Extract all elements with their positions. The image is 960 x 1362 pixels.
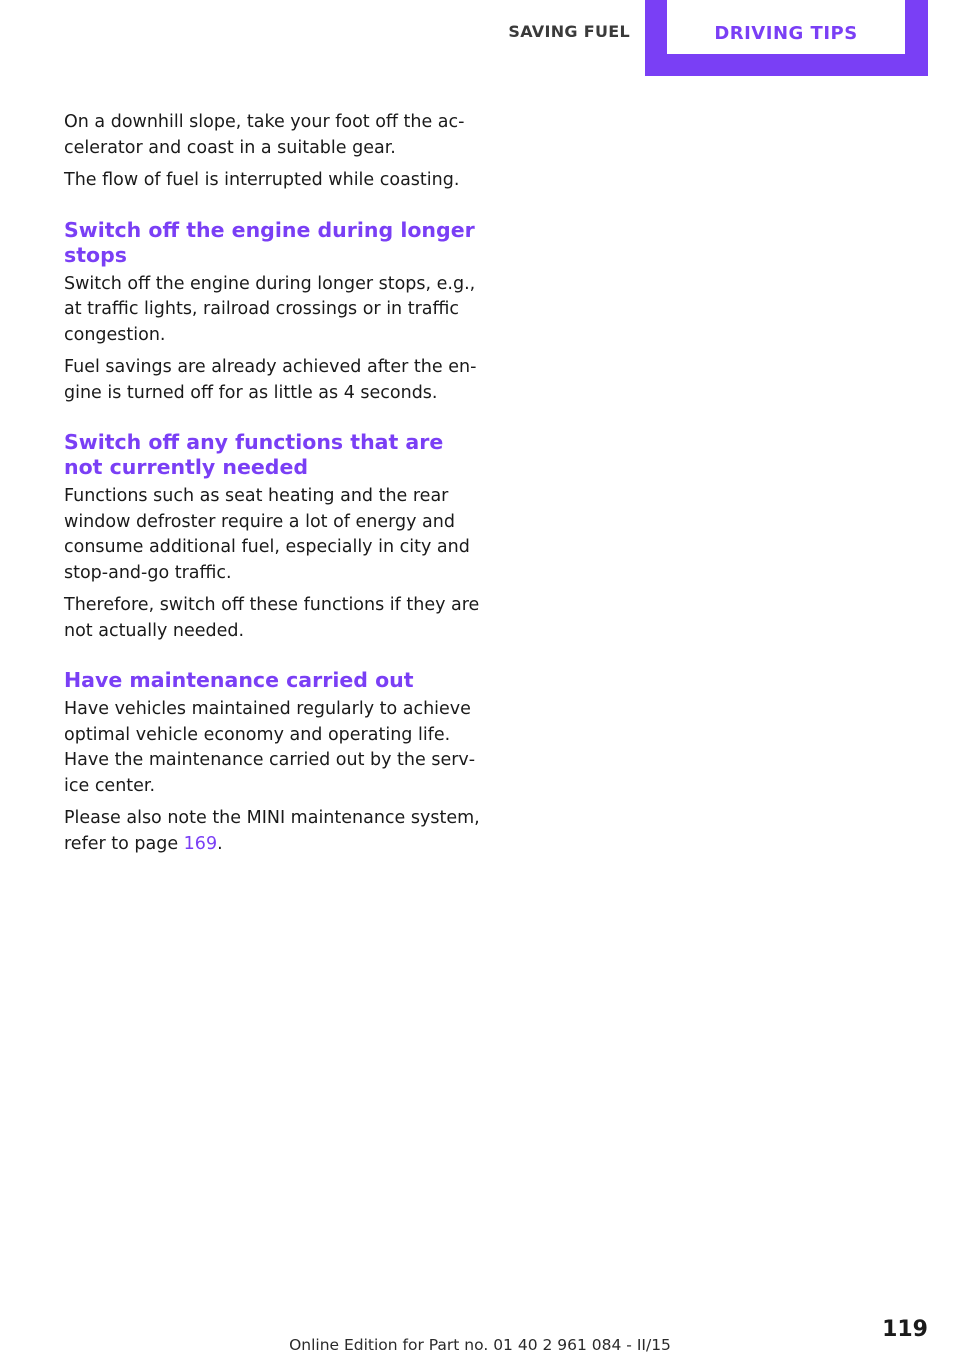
maintenance-system-text: Please also note the MINI maintenance system, refer to page: [64, 808, 480, 854]
chapter-tab-label: DRIVING TIPS: [667, 0, 905, 54]
heading-maintenance: Have maintenance carried out: [64, 668, 414, 692]
page-reference-link[interactable]: 169: [183, 833, 218, 854]
footer-edition: Online Edition for Part no. 01 40 2 961 084 - II/15: [289, 1336, 671, 1354]
heading-switch-off-engine: Switch off the engine during longer stops: [64, 217, 475, 267]
period: .: [217, 833, 223, 854]
paragraph-longer-stops: Switch off the engine during longer stops, e.g., at traffic lights, railroad crossings or in traffic congestion.: [64, 273, 476, 345]
heading-switch-off-functions: Switch off any functions that are not currently needed: [64, 430, 444, 479]
main-content: [64, 110, 480, 864]
paragraph-maintenance: Have vehicles maintained regularly to achieve optimal vehicle economy and operating life. Have the maintenance carried out by the serv‐ice center.: [64, 699, 476, 796]
paragraph-coasting: On a downhill slope, take your foot off the ac‐celerator and coast in a suitable gear.: [64, 112, 465, 158]
paragraph-switch-off-functions: Therefore, switch off these functions if they are not actually needed.: [64, 595, 480, 641]
paragraph-fuel-flow: The flow of fuel is interrupted while coasting.: [64, 170, 460, 190]
page-number: 119: [882, 1317, 928, 1342]
running-header-section: SAVING FUEL: [508, 22, 630, 41]
chapter-tab: [645, 0, 928, 76]
paragraph-fuel-savings: Fuel savings are already achieved after the en‐gine is turned off for as little as 4 seconds.: [64, 357, 477, 403]
paragraph-functions-energy: Functions such as seat heating and the rear window defroster require a lot of energy and consume additional fuel, especially in city and stop-and-go traffic.: [64, 486, 470, 583]
paragraph-maintenance-system: [64, 806, 480, 857]
